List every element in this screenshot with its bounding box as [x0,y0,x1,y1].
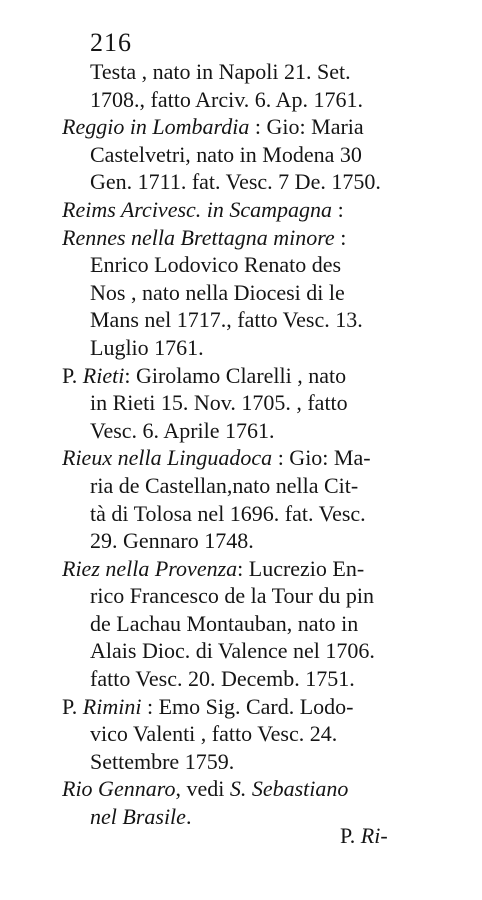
line-text: Castelvetri, nato in Modena 30 [90,141,362,167]
text-line [62,582,437,610]
text-line [62,58,437,86]
line-text: : [334,224,347,250]
text-line [62,113,437,141]
entry [62,196,437,224]
text-line [62,251,437,279]
place-name: Rieti [82,362,125,388]
text-line [62,417,437,445]
line-text: Testa , nato in Napoli 21. Set. [90,59,351,84]
line-text: : Gio: Maria [249,114,364,140]
line-text: : Lucrezio En- [237,555,365,581]
line-text: ria de Castellan,nato nella Cit- [90,472,359,498]
text-line [62,527,437,555]
line-text: de Lachau Montauban, nato in [90,610,359,636]
line-text: vico Valenti , fatto Vesc. 24. [90,721,338,747]
place-name: Reims Arcivesc. in Scampagna [62,196,333,222]
line-text: : Girolamo Clarelli , nato [124,362,347,388]
text-line [62,775,437,803]
marker-prefix: P. [62,693,83,719]
place-name: Rennes nella Brettagna minore [62,224,335,250]
entry [62,58,437,113]
line-text: Luglio 1761. [90,334,204,360]
line-text: tà di Tolosa nel 1696. fat. Vesc. [90,500,366,526]
place-name: Riez nella Provenza [62,555,238,581]
line-text: 29. Gennaro 1748. [90,528,254,554]
text-line [62,444,437,472]
entry [62,224,437,362]
text-line [62,500,437,528]
line-text: : Gio: Ma- [272,445,371,471]
place-name: Rieux nella Linguadoca [62,445,273,471]
place-name: Rio Gennaro [62,776,176,802]
place-name: nel Brasile [90,804,186,830]
line-text: Gen. 1711. fat. Vesc. 7 De. 1750. [90,169,381,195]
page-number: 216 [90,28,132,57]
line-text: : [332,196,344,222]
text-line [62,610,437,638]
text-line [62,720,437,748]
line-text: 1708., fatto Arciv. 6. Ap. 1761. [90,86,363,112]
line-text: Vesc. 6. Aprile 1761. [90,417,275,443]
text-line [62,168,437,196]
text-line [62,693,437,721]
line-text: Alais Dioc. di Valence nel 1706. [90,638,375,664]
entry [62,362,437,445]
text-line [62,224,437,252]
line-text: . [185,804,192,830]
text-line [62,665,437,693]
text-line [62,141,437,169]
text-line [62,748,437,776]
text-line [62,306,437,334]
line-text: Settembre 1759. [90,748,235,774]
catchword-prefix: P. [340,823,356,848]
text-line [62,555,437,583]
entry [62,555,437,693]
entry [62,693,437,776]
line-text: in Rieti 15. Nov. 1705. , fatto [90,390,348,416]
place-name: Reggio in Lombardia [62,114,250,140]
text-line [62,334,437,362]
entry [62,444,437,554]
entry-list [62,58,437,831]
text-line [62,362,437,390]
text-line [62,196,437,224]
line-text: Enrico Lodovico Renato des [90,252,342,278]
entry [62,113,437,196]
line-text: Mans nel 1717., fatto Vesc. 13. [90,307,363,333]
line-text: rico Francesco de la Tour du pin [90,583,374,609]
marker-prefix: P. [62,362,83,388]
catchword [340,822,388,850]
text-line [62,86,437,114]
cross-reference: S. Sebastiano [229,776,349,802]
text-line [62,389,437,417]
line-text: , vedi [175,776,230,802]
text-line [62,279,437,307]
text-line [62,472,437,500]
line-text: : Emo Sig. Card. Lodo- [141,693,354,719]
catchword-italic: Ri- [360,823,388,848]
text-line [62,637,437,665]
line-text: Nos , nato nella Diocesi di le [90,279,345,305]
line-text: fatto Vesc. 20. Decemb. 1751. [90,666,355,692]
place-name: Rimini [82,693,142,719]
